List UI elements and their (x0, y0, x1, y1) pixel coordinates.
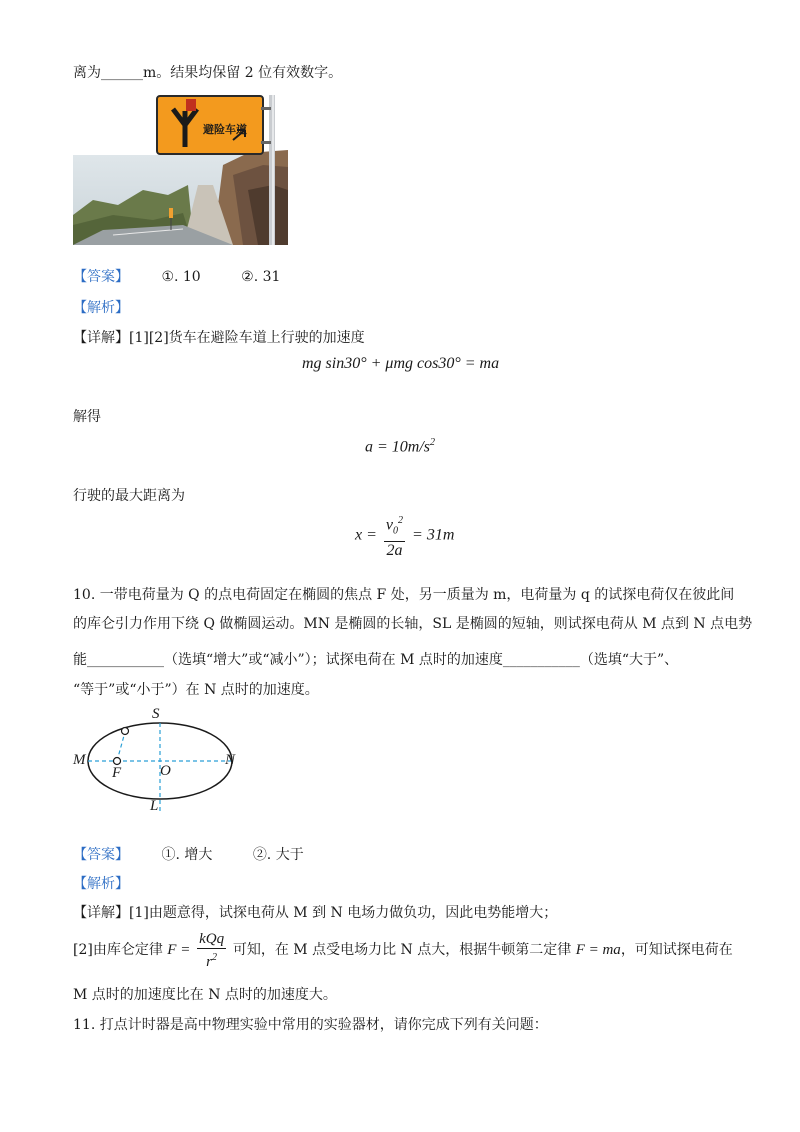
prev-question-tail: 离为______m。结果均保留 2 位有效数字。 (73, 65, 343, 81)
coulomb-formula: F = $\frac{\text{kQq}}{r^2}$ (167, 931, 225, 971)
q9-solve-label: 解得 (73, 409, 101, 425)
test-charge-point (122, 728, 129, 735)
q10-analysis-label: 【解析】 (73, 876, 129, 892)
q10-detail-1: 【详解】[1]由题意得，试探电荷从 M 到 N 电场力做负功，因此电势能增大； (73, 905, 558, 921)
newton-formula: F = ma (575, 942, 621, 958)
focus-point (114, 758, 121, 765)
label-S: S (152, 706, 160, 722)
q10-stem-line-1: 10. 一带电荷量为 Q 的点电荷固定在椭圆的焦点 F 处，另一质量为 m，电荷量为 q 的试探电荷仅在彼此间 (73, 587, 735, 603)
label-O: O (160, 763, 171, 779)
q9-max-distance-label: 行驶的最大距离为 (73, 488, 185, 504)
label-N: N (225, 752, 236, 768)
q9-equation-1: mg sin30° + μmg cos30° = ma (302, 355, 500, 372)
q10-stem-line-3: 能___________（选填“增大”或“减小”）；试探电荷在 M 点时的加速度___________（选填“大于”、 (73, 652, 679, 668)
q10-detail-3: M 点时的加速度比在 N 点时的加速度大。 (73, 987, 337, 1003)
q11-stem: 11. 打点计时器是高中物理实验中常用的实验器材，请你完成下列有关问题： (73, 1017, 548, 1033)
q9-equation-2: $a = 10m/s^2$ (365, 437, 436, 456)
q10-stem-line-2: 的库仑引力作用下绕 Q 做椭圆运动。MN 是椭圆的长轴，SL 是椭圆的短轴，则试探电荷从 M 点到 N 点电势 (73, 616, 753, 632)
focus-line (117, 732, 125, 761)
label-F: F (112, 765, 122, 781)
q10-answer: 【答案】 ①. 增大 ②. 大于 (73, 847, 304, 863)
q10-stem-line-4: “等于”或“小于”）在 N 点时的加速度。 (73, 682, 319, 698)
label-M: M (73, 752, 86, 768)
q10-detail-2: [2]由库仑定律 F = $\frac{\text{kQq}}{r^2}$ 可知，在 M 点受电场力比 N 点大，根据牛顿第二定律 F = ma，可知试探电荷在 (73, 931, 733, 971)
label-L: L (150, 798, 159, 814)
q9-analysis-label: 【解析】 (73, 300, 129, 316)
fraction: $\frac{v_0^2}{2a}$ (384, 512, 405, 560)
q9-answer: 【答案】 ①. 10 ②. 31 (73, 269, 281, 285)
escape-lane-photo (73, 95, 288, 245)
q9-detail: 【详解】[1][2]货车在避险车道上行驶的加速度 (73, 330, 365, 346)
sign-text: 避险车道 (203, 123, 247, 136)
q9-equation-3: x = $\frac{v_0^2}{2a}$ = 31m (355, 512, 454, 560)
